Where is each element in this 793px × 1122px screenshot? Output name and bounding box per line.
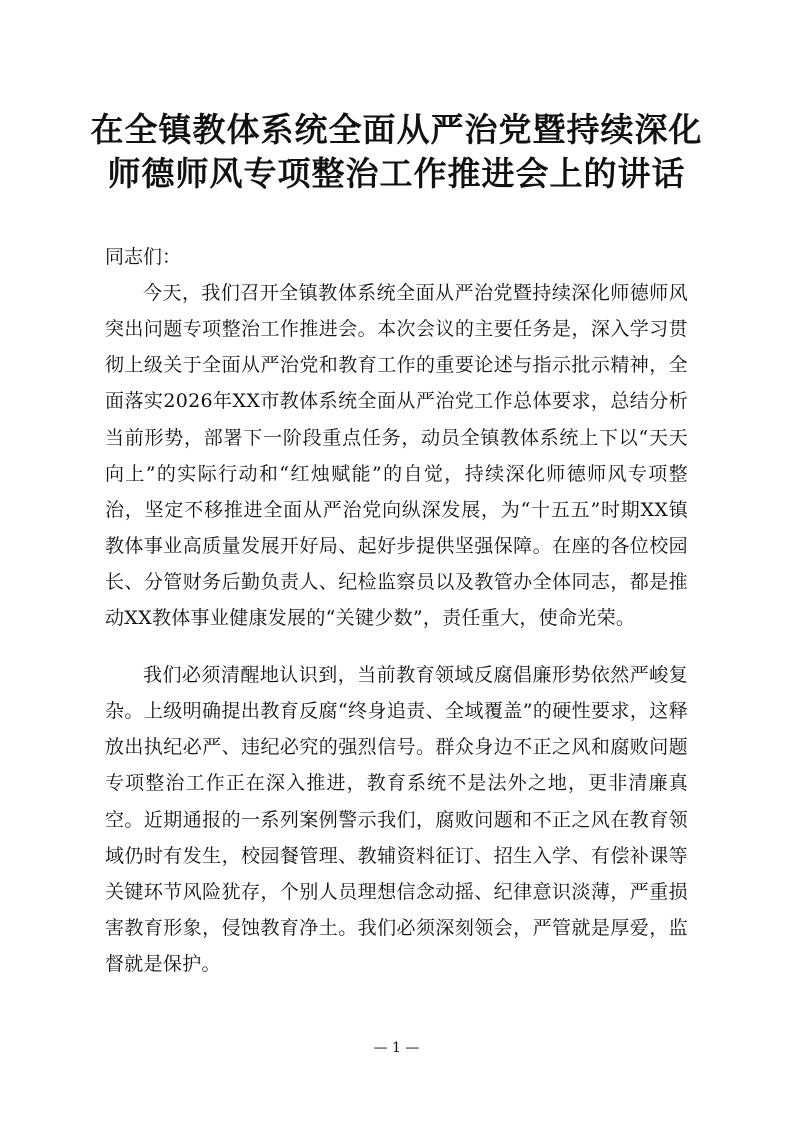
title-line-1: 在全镇教体系统全面从严治党暨持续深化 bbox=[90, 110, 703, 149]
salutation: 同志们： bbox=[105, 246, 182, 268]
page-number: — 1 — bbox=[373, 1040, 420, 1056]
title-line-2: 师德师风专项整治工作推进会上的讲话 bbox=[107, 154, 686, 193]
body-paragraph-1: 今天，我们召开全镇教体系统全面从严治党暨持续深化师德师风突出问题专项整治工作推进会。本次会议的主要任务是，深入学习贯彻上级关于全面从严治党和教育工作的重要论述与指示批示精神，全面落实2026年XX市教体系统全面从严治党工作总体要求，总结分析当前形势，部署下一阶段重点任务，动员全镇教体系统上下以“天天向上”的实际行动和“红烛赋能”的自觉，持续深化师德师风专项整治，坚定不移推进全面从严治党向纵深发展，为“十五五”时期XX镇教体事业高质量发展开好局、起好步提供坚强保障。在座的各位校园长、分管财务后勤负责人、纪检监察员以及教管办全体同志，都是推动XX教体事业健康发展的“关键少数”，责任重大，使命光荣。 bbox=[105, 282, 688, 630]
document-title bbox=[80, 108, 713, 196]
body-paragraph-2: 我们必须清醒地认识到，当前教育领域反腐倡廉形势依然严峻复杂。上级明确提出教育反腐“终身追责、全域覆盖”的硬性要求，这释放出执纪必严、违纪必究的强烈信号。群众身边不正之风和腐败问题专项整治工作正在深入推进，教育系统不是法外之地，更非清廉真空。近期通报的一系列案例警示我们，腐败问题和不正之风在教育领域仍时有发生，校园餐管理、教辅资料征订、招生入学、有偿补课等关键环节风险犹存，个别人员理想信念动摇、纪律意识淡薄，严重损害教育形象，侵蚀教育净土。我们必须深刻领会，严管就是厚爱，监督就是保护。 bbox=[105, 664, 688, 976]
